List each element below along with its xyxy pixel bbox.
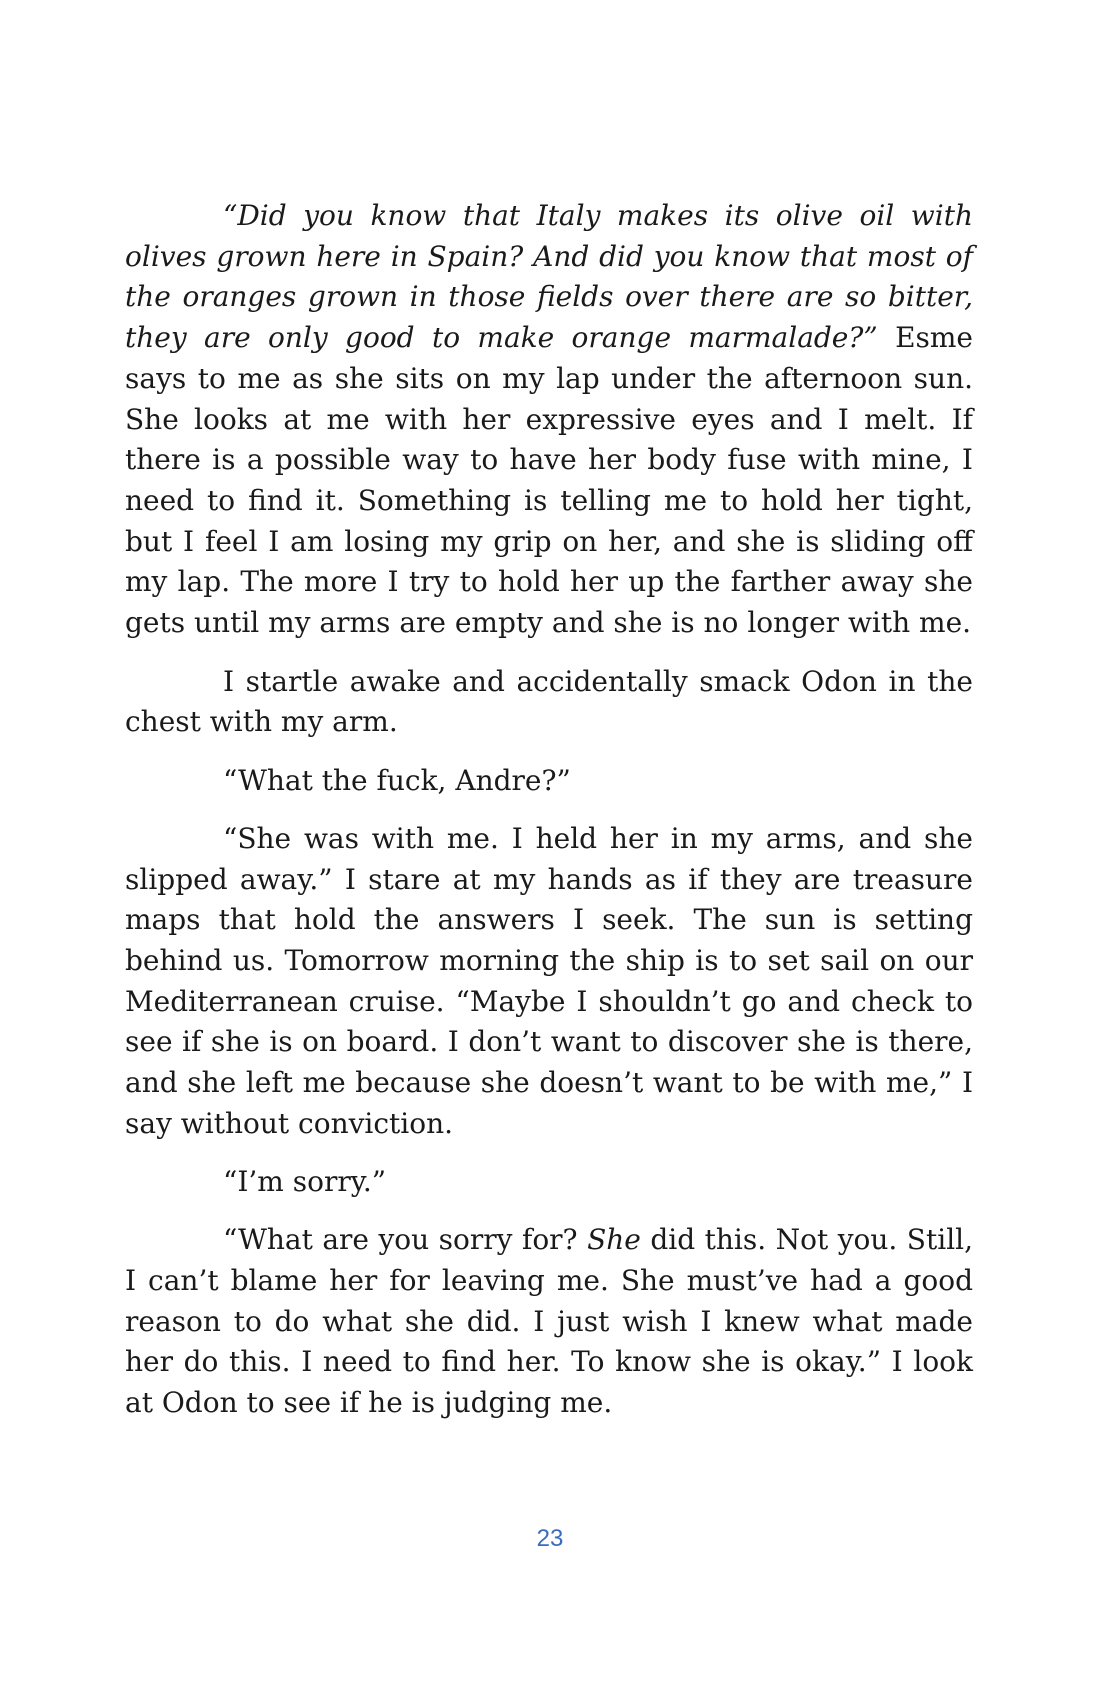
paragraph-text: I startle awake and accidentally smack Odon in the chest with my arm. — [125, 664, 973, 739]
italic-dialogue: “Did you know that Italy makes its olive oil with olives grown here in Spain? And did you know that most of the oranges grown in those fields over there are so bitter, they are only good to make orange marmalade?” — [125, 199, 973, 355]
paragraph-5 — [125, 1162, 973, 1203]
paragraph-text: “I’m sorry.” — [223, 1165, 387, 1199]
page-number: 23 — [536, 1525, 564, 1552]
paragraph-text: “She was with me. I held her in my arms, and she slipped away.” I stare at my hands as if they are treasure maps that hold the answers I seek. The sun is setting behind us. Tomorrow morning the ship is to set sail on our Mediterranean cruise. “Maybe I shouldn’t go and check to see if she is on board. I don’t want to discover she is there, and she left me because she doesn’t want to be with me,” I say without conviction. — [125, 821, 973, 1140]
paragraph-text: did this. Not you. Still, I can’t blame her for leaving me. She must’ve had a good reason to do what she did. I just wish I knew what made her do this. I need to find her. To know she is okay.” I look at Odon to see if he is judging me. — [125, 1223, 973, 1419]
page-body — [125, 196, 973, 1442]
paragraph-text: Esme says to me as she sits on my lap under the afternoon sun. She looks at me with her expressive eyes and I melt. If there is a possible way to have her body fuse with mine, I need to find it. Something is telling me to hold her tight, but I feel I am losing my grip on her, and she is sliding off my lap. The more I try to hold her up the farther away she gets until my arms are empty and she is no longer with me. — [125, 321, 973, 640]
paragraph-6 — [125, 1220, 973, 1424]
paragraph-4 — [125, 819, 973, 1145]
paragraph-text: “What the fuck, Andre?” — [223, 764, 571, 798]
paragraph-1 — [125, 196, 973, 644]
paragraph-2 — [125, 662, 973, 743]
italic-emphasis: She — [587, 1223, 641, 1257]
paragraph-3 — [125, 761, 973, 802]
paragraph-lead: “What are you sorry for? — [223, 1223, 588, 1257]
